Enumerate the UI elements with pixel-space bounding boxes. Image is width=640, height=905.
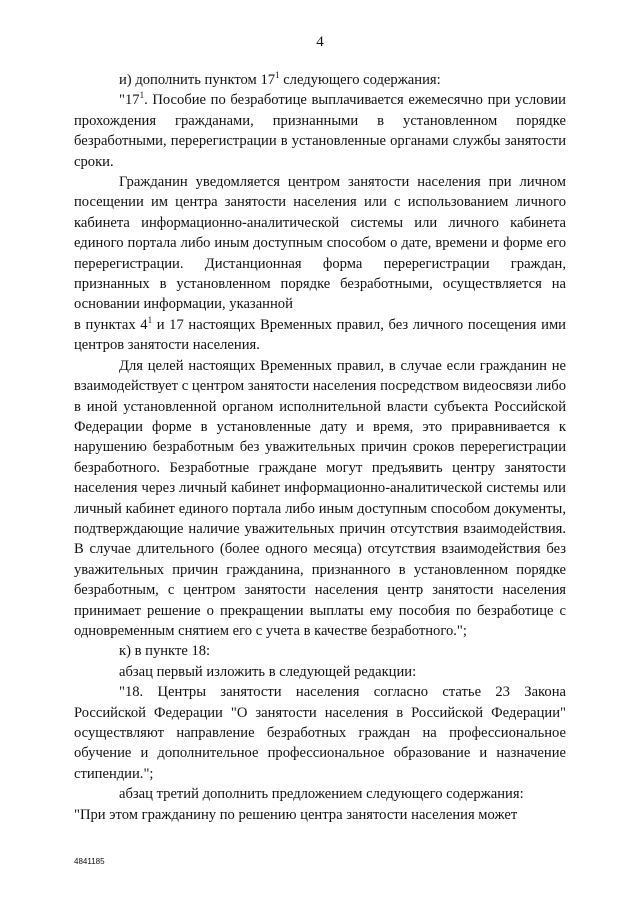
paragraph-first-abzac: абзац первый изложить в следующей редакции: xyxy=(119,663,417,680)
paragraph-notification: Гражданин уведомляется центром занятости населения при личном посещении им центра занятости населения или с использованием личного кабинета информационно-аналитической системы или личного кабинета единого портала либо иным доступным способом о дате, времени и форме его перерегистрации. Дистанционная форма перерегистрации граждан, признанных в установленном порядке безработными, осуществляется на основании информации, указанной xyxy=(74,174,566,313)
paragraph-item-i xyxy=(74,70,566,90)
superscript: 1 xyxy=(147,314,153,325)
text-fragment: "17 xyxy=(119,92,140,109)
paragraph-citizen: "При этом гражданину по решению центра занятости населения может xyxy=(74,806,518,823)
text-fragment: следующего содержания: xyxy=(279,72,441,88)
paragraph-purposes: Для целей настоящих Временных правил, в случае если гражданин не взаимодействует с центром занятости населения посредством видеосвязи либо в иной установленной органом исполнительной власти субъекта Российской Федерации форме в установленные дату и время, это приравнивается к нарушению безработным без уважительных причин сроков перерегистрации безработного. Безработные граждане могут предъявить центру занятости населения через личный кабинет информационно-аналитической системы или личный кабинет единого портала либо иным доступным способом документы, подтверждающие наличие уважительных причин отсутствия взаимодействия. В случае длительного (более одного месяца) отсутствия взаимодействия без уважительных причин гражданина, признанного в установленном порядке безработным, с центром занятости населения центр занятости населения принимает решение о прекращении выплаты ему пособия по безработице с одновременным снятием его с учета в качестве безработного."; xyxy=(74,357,566,639)
paragraph-17-1 xyxy=(74,90,566,172)
document-body xyxy=(74,70,566,825)
paragraph-third-abzac: абзац третий дополнить предложением следующего содержания: xyxy=(119,786,524,803)
paragraph-notification-cont xyxy=(74,315,566,356)
text-fragment: в пунктах 4 xyxy=(74,316,148,333)
superscript: 1 xyxy=(275,70,280,80)
text-fragment: и) дополнить пунктом 17 xyxy=(119,72,276,88)
document-id: 4841185 xyxy=(74,857,105,866)
page-number: 4 xyxy=(316,34,324,50)
text-fragment: . Пособие по безработице выплачивается ежемесячно при условии прохождения гражданами, признанными в установленном порядке безработными, перерегистрации в установленные органами службы занятости сроки. xyxy=(74,92,566,170)
text-fragment: и 17 настоящих Временных правил, без личного посещения ими центров занятости населения. xyxy=(74,316,566,354)
superscript: 1 xyxy=(139,90,145,101)
paragraph-item-k: к) в пункте 18: xyxy=(119,643,211,660)
paragraph-18: "18. Центры занятости населения согласно статье 23 Закона Российской Федерации "О занятости населения в Российской Федерации" осуществляют направление безработных граждан на профессиональное обучение и дополнительное профессиональное образование и назначение стипендии."; xyxy=(74,684,566,782)
